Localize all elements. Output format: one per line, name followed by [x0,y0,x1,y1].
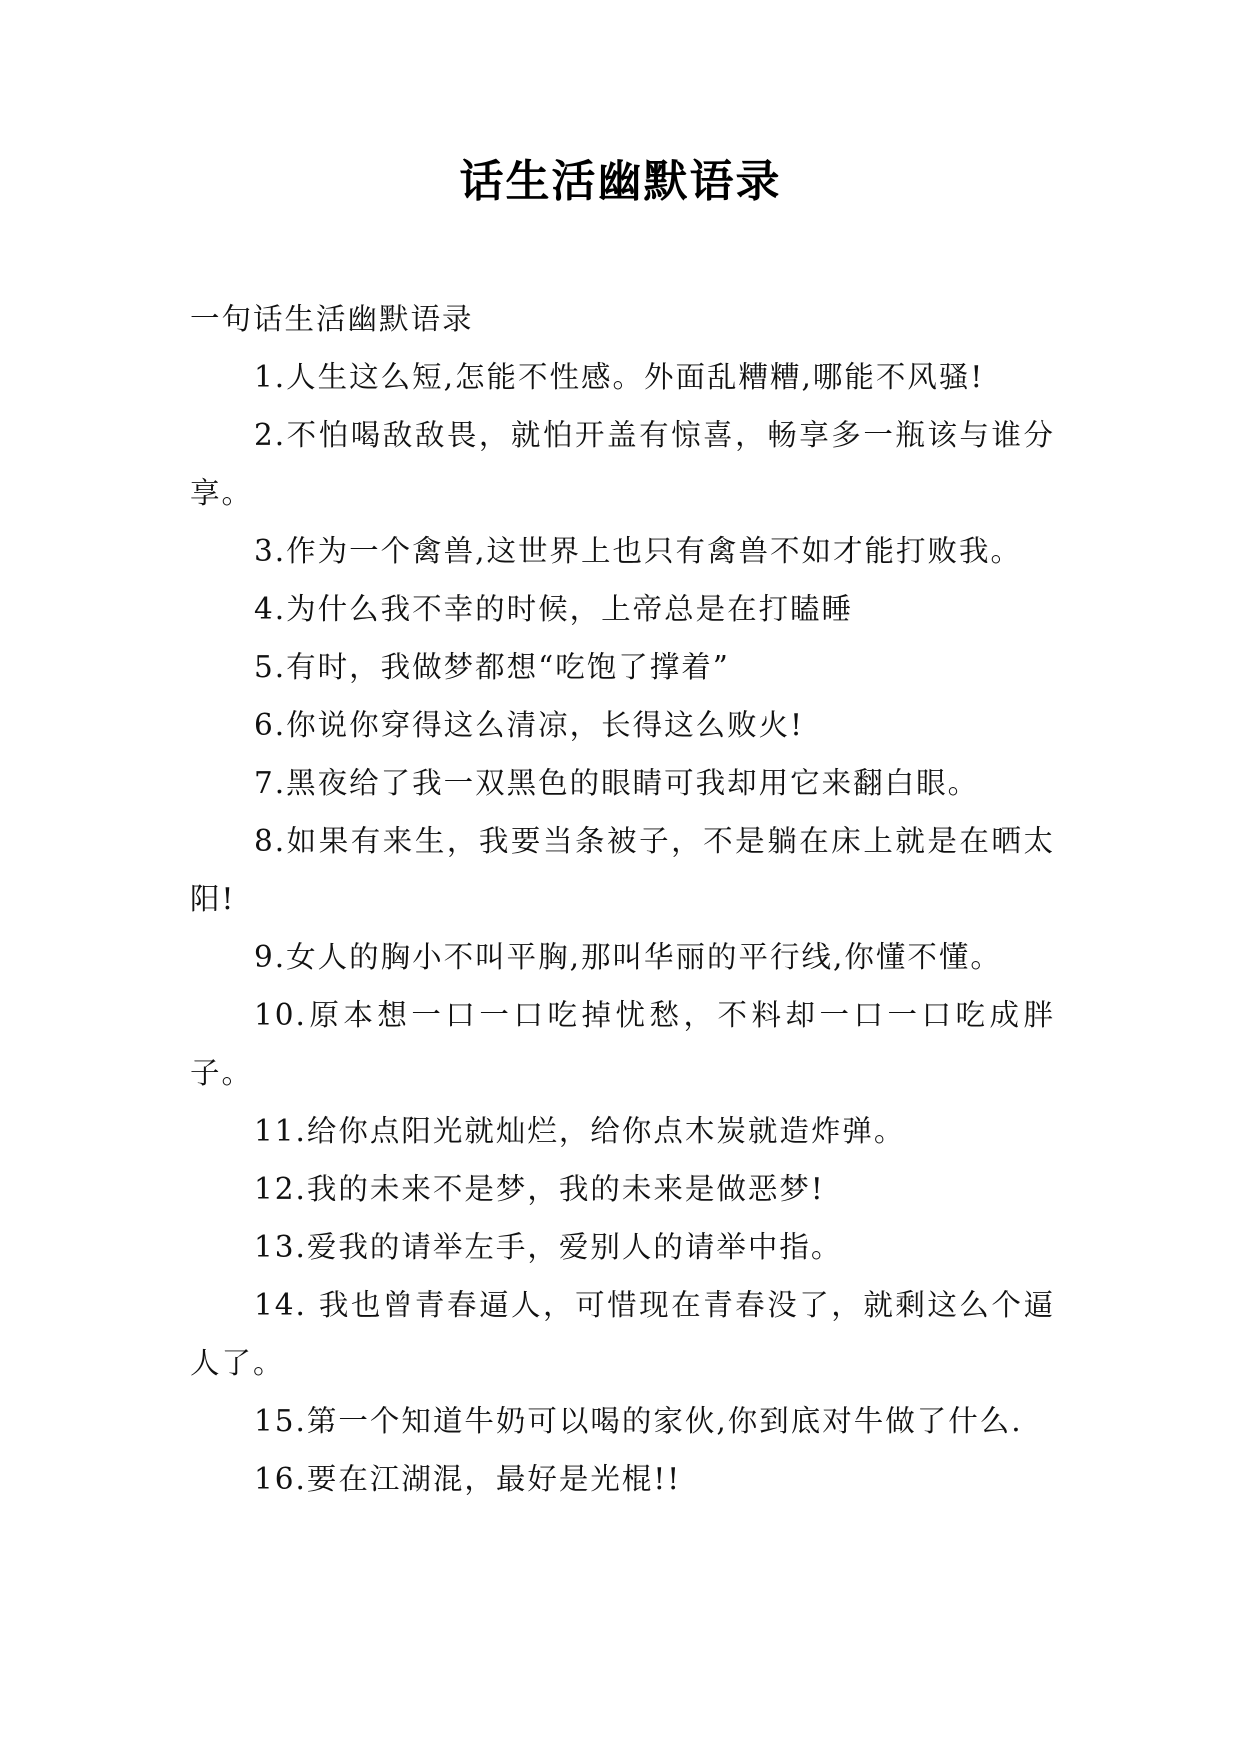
quote-item-4: 4.为什么我不幸的时候，上帝总是在打瞌睡 [254,592,854,626]
quote-item-15: 15.第一个知道牛奶可以喝的家伙,你到底对牛做了什么. [254,1404,1023,1438]
quote-item-6: 6.你说你穿得这么清凉，长得这么败火! [254,708,805,742]
quote-item-12: 12.我的未来不是梦，我的未来是做恶梦! [254,1172,825,1206]
quote-item-9: 9.女人的胸小不叫平胸,那叫华丽的平行线,你懂不懂。 [254,940,1002,974]
quote-item-16: 16.要在江湖混，最好是光棍!! [254,1462,682,1496]
quote-item-1: 1.人生这么短,怎能不性感。外面乱糟糟,哪能不风骚! [254,360,985,394]
quote-item-10: 10.原本想一口一口吃掉忧愁，不料却一口一口吃成胖子。 [190,998,1055,1090]
quote-item-5: 5.有时，我做梦都想“吃饱了撑着” [254,650,730,684]
quote-item-2: 2.不怕喝敌敌畏，就怕开盖有惊喜，畅享多一瓶该与谁分享。 [190,418,1055,510]
quote-item-3: 3.作为一个禽兽,这世界上也只有禽兽不如才能打败我。 [254,534,1023,568]
quote-item-7: 7.黑夜给了我一双黑色的眼睛可我却用它来翻白眼。 [254,766,980,800]
quote-item-14: 14. 我也曾青春逼人，可惜现在青春没了，就剩这么个逼人了。 [190,1288,1055,1380]
section-heading: 一句话生活幽默语录 [190,302,474,336]
quote-item-11: 11.给你点阳光就灿烂，给你点木炭就造炸弹。 [254,1114,906,1148]
document-title: 话生活幽默语录 [459,156,782,207]
document-body [190,290,1055,1508]
quote-item-13: 13.爱我的请举左手，爱别人的请举中指。 [254,1230,843,1264]
quote-item-8: 8.如果有来生，我要当条被子，不是躺在床上就是在晒太阳! [190,824,1055,916]
